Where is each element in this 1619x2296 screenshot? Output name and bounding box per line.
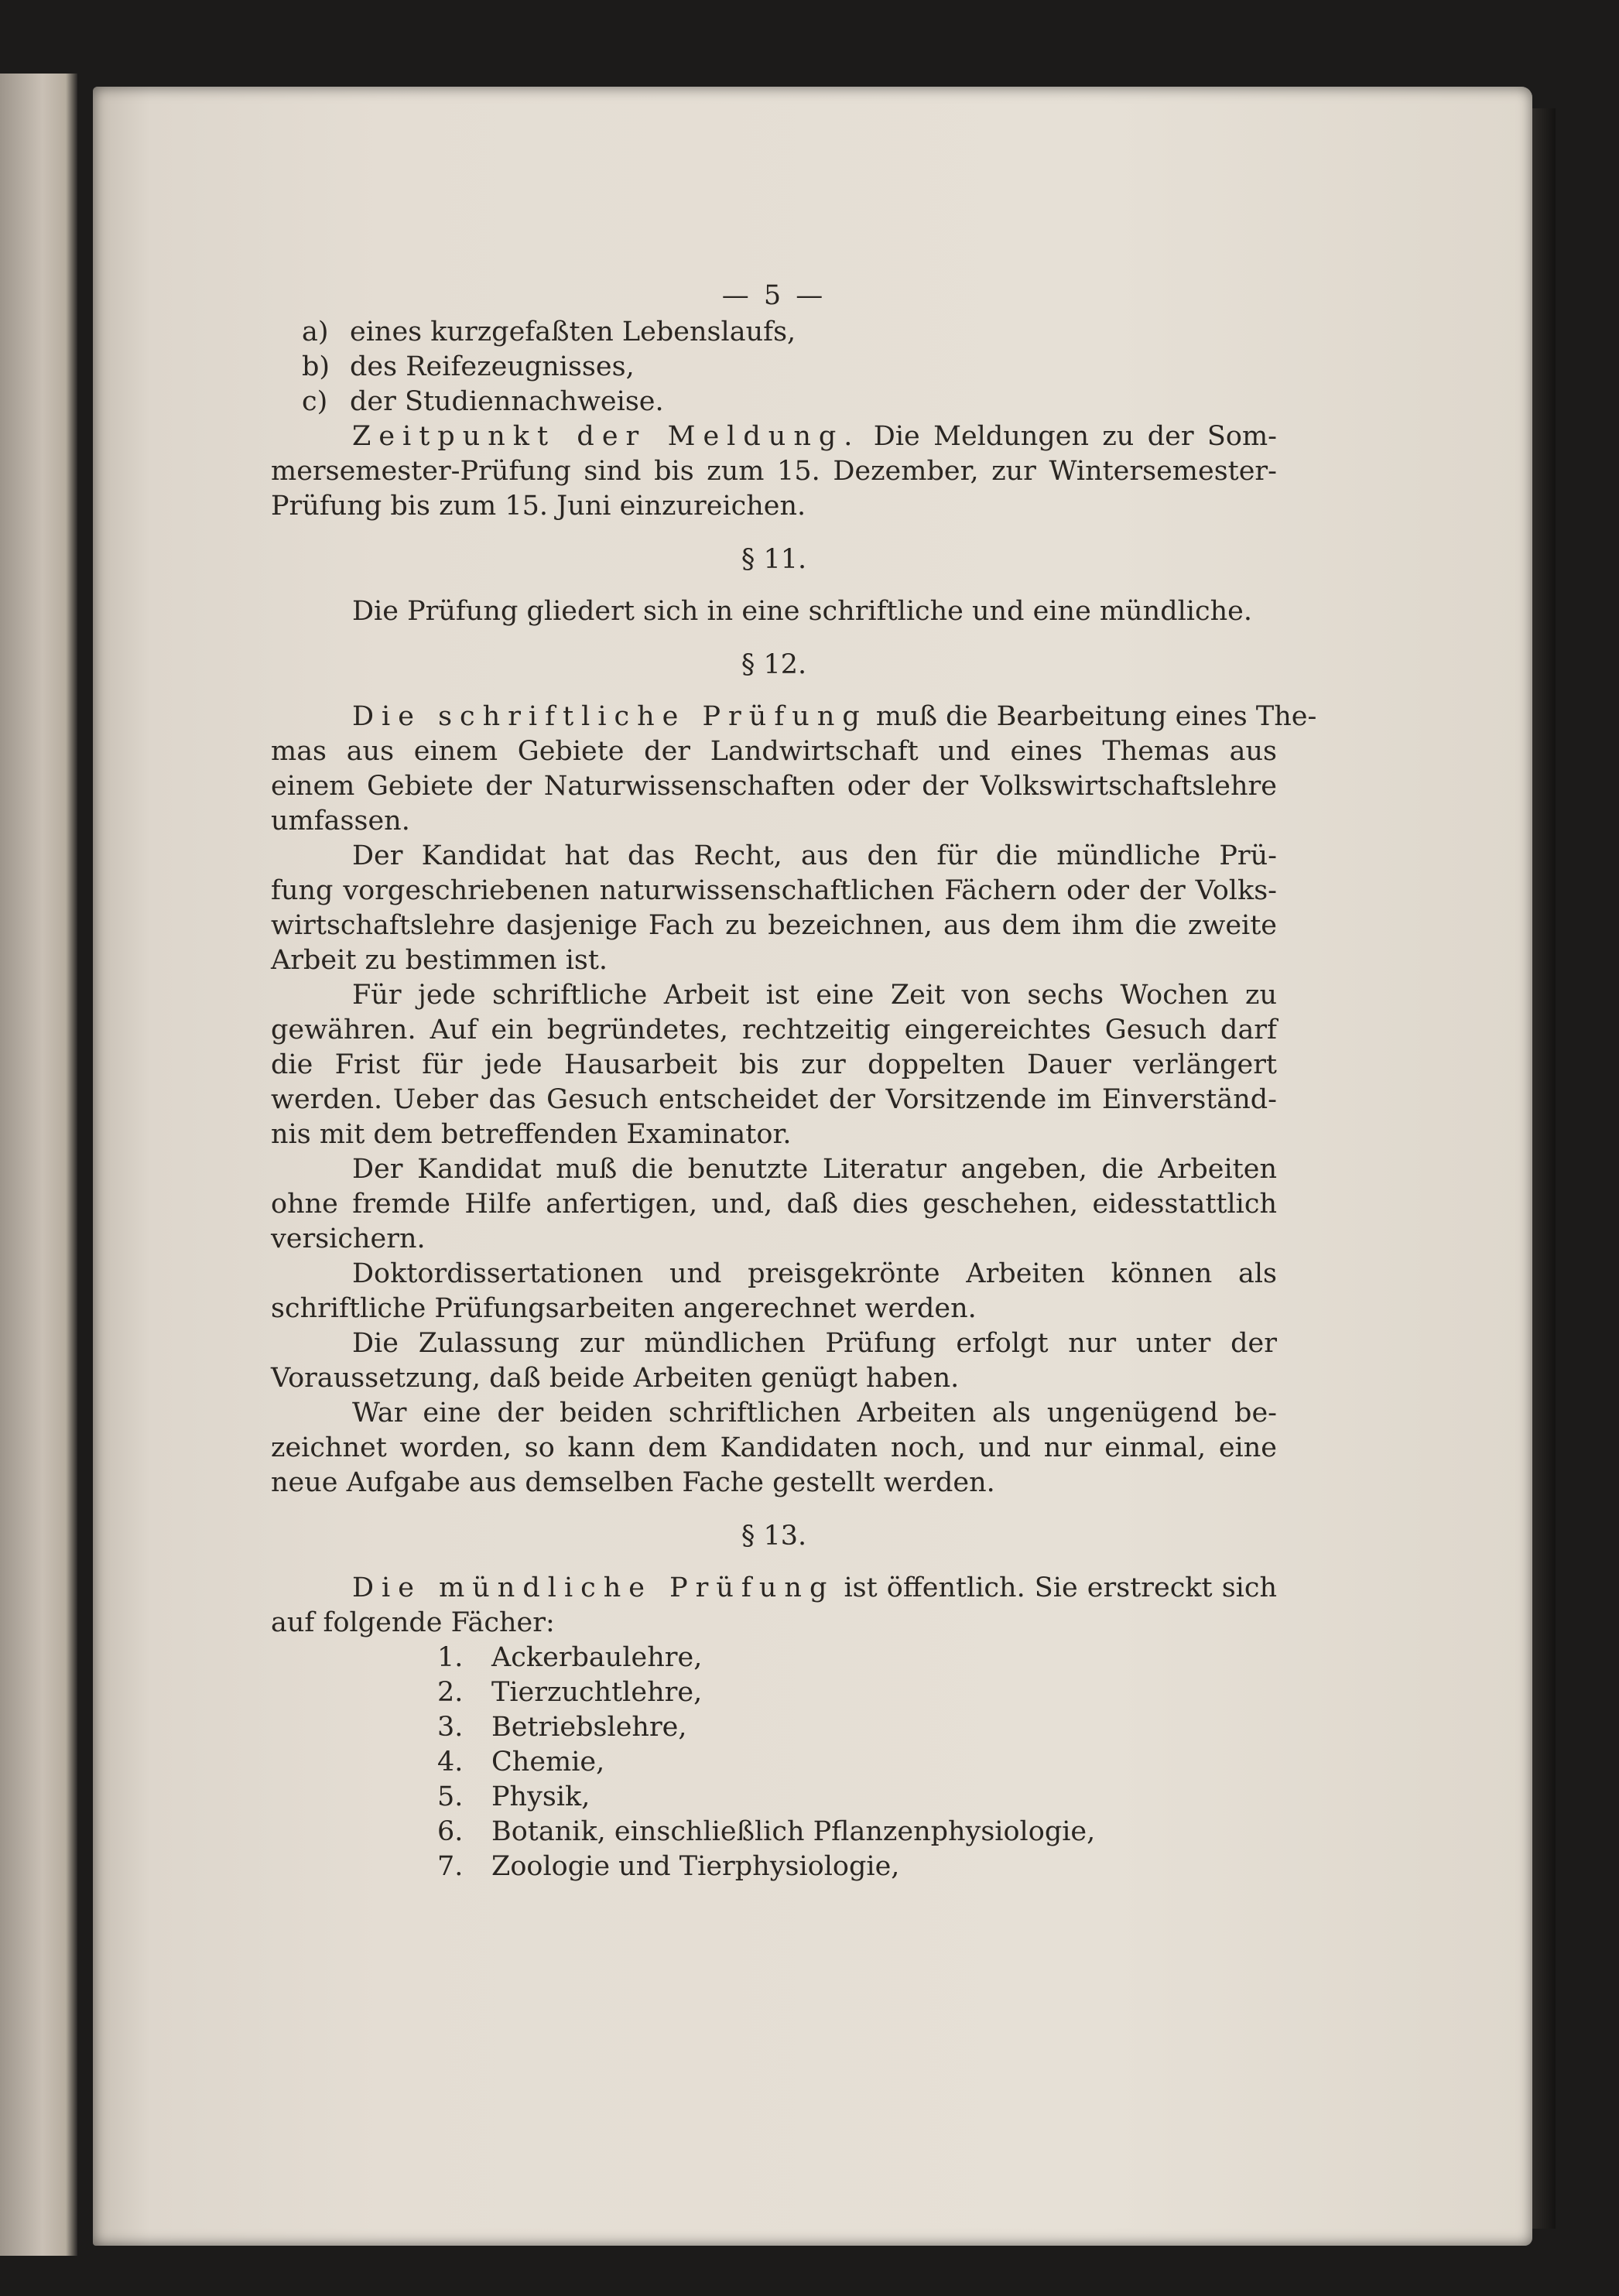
text-line: Doktordissertationen und preisgekrönte Arbeiten können als [352,1258,1277,1289]
list-marker: 1. [437,1642,464,1673]
emphasized-text: Die schriftliche Prüfung [352,701,868,732]
list-marker: 4. [437,1747,464,1778]
list-item [271,1745,1277,1780]
section-heading-13: § 13. [741,1521,807,1552]
attachment-list [271,315,1277,419]
list-text: Betriebslehre, [491,1712,687,1743]
list-text: Zoologie und Tierphysiologie, [491,1851,900,1882]
text-line: Der Kandidat muß die benutzte Literatur angeben, die Arbeiten [352,1154,1277,1185]
list-marker: 7. [437,1851,464,1882]
text-line: Der Kandidat hat das Recht, aus den für die mündliche Prü- [352,840,1277,871]
text-line: ohne fremde Hilfe anfertigen, und, daß dies geschehen, eidesstattlich [271,1189,1277,1220]
text-line: mas aus einem Gebiete der Landwirtschaft und eines Themas aus [271,736,1277,767]
list-marker: a) [302,317,329,347]
text-line: Voraussetzung, daß beide Arbeiten genügt haben. [271,1363,960,1394]
text-line: neue Aufgabe aus demselben Fache gestellt werden. [271,1467,995,1498]
text-line: versichern. [271,1223,426,1254]
list-marker: 2. [437,1677,464,1708]
list-item [271,385,1277,419]
list-marker: c) [302,386,328,417]
list-item [271,1815,1277,1849]
text-line [271,419,1277,454]
text-line: schriftliche Prüfungsarbeiten angerechnet werden. [271,1293,977,1324]
text-line: auf folgende Fächer: [271,1607,555,1638]
list-marker: b) [302,351,330,382]
list-text: Ackerbaulehre, [491,1642,703,1673]
paragraph-zeitpunkt [271,419,1277,524]
text-line: Arbeit zu bestimmen ist. [271,945,608,976]
list-text: Physik, [491,1781,590,1812]
text-line: fung vorgeschriebenen naturwissenschaftlichen Fächern oder der Volks- [271,875,1277,906]
text-line [271,700,1317,734]
list-item [271,1675,1277,1710]
page-text [271,279,1317,1884]
section-heading-11: § 11. [741,544,807,575]
list-marker: 6. [437,1816,464,1847]
list-item [271,1780,1277,1815]
text-line: wirtschaftslehre dasjenige Fach zu bezeichnen, aus dem ihm die zweite [271,910,1277,941]
list-item [271,1641,1277,1675]
page-number: — 5 — [721,280,827,311]
list-item [271,1710,1277,1745]
text-line: einem Gebiete der Naturwissenschaften oder der Volkswirtschaftslehre [271,771,1277,802]
list-text: Botanik, einschließlich Pflanzenphysiologie, [491,1816,1096,1847]
inline-heading: Zeitpunkt der Meldung. [352,421,861,452]
page-shadow [1532,108,1556,2229]
section-12-body [271,700,1317,1500]
section-13-body [271,1571,1277,1884]
list-item [271,315,1277,350]
list-text: eines kurzgefaßten Lebenslaufs, [350,317,796,347]
text-line: umfassen. [271,806,410,837]
left-page-edge [0,74,77,2256]
text-line: die Frist für jede Hausarbeit bis zur doppelten Dauer verlängert [271,1049,1277,1080]
text-line: nis mit dem betreffenden Examinator. [271,1119,792,1150]
section-heading-12: § 12. [741,649,807,680]
list-text: der Studiennachweise. [350,386,664,417]
list-item [271,1849,1277,1884]
text-fragment: muß die Bearbeitung eines The- [875,701,1317,732]
text-fragment: Die Meldungen zu der Som- [873,421,1277,452]
text-line [271,1571,1277,1606]
text-line: Für jede schriftliche Arbeit ist eine Zeit von sechs Wochen zu [352,980,1277,1011]
list-text: des Reifezeugnisses, [350,351,635,382]
text-fragment: ist öffentlich. Sie erstreckt sich [844,1572,1277,1603]
text-line: zeichnet worden, so kann dem Kandidaten noch, und nur einmal, eine [271,1432,1277,1463]
list-marker: 5. [437,1781,464,1812]
list-text: Tierzuchtlehre, [491,1677,703,1708]
list-marker: 3. [437,1712,464,1743]
list-text: Chemie, [491,1747,605,1778]
list-item [271,350,1277,385]
text-line: gewähren. Auf ein begründetes, rechtzeitig eingereichtes Gesuch darf [271,1015,1277,1045]
emphasized-text: Die mündliche Prüfung [352,1572,835,1603]
subject-list [271,1641,1277,1884]
text-line: War eine der beiden schriftlichen Arbeiten als ungenügend be- [352,1398,1277,1429]
text-line: werden. Ueber das Gesuch entscheidet der Vorsitzende im Einverständ- [271,1084,1277,1115]
text-line: mersemester-Prüfung sind bis zum 15. Dezember, zur Wintersemester- [271,456,1277,487]
text-line: Prüfung bis zum 15. Juni einzureichen. [271,491,806,522]
text-line: Die Prüfung gliedert sich in eine schriftliche und eine mündliche. [352,596,1252,627]
text-line: Die Zulassung zur mündlichen Prüfung erfolgt nur unter der [352,1328,1277,1359]
